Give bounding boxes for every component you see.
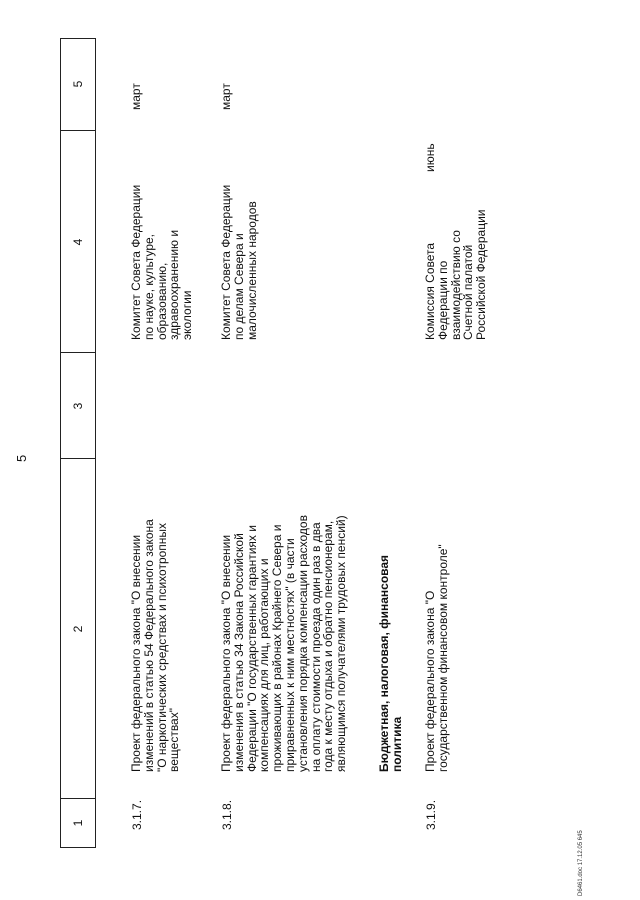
row-responsible: Комитет Совета Федерации по науке, культуре, образованию, здравоохранению и экологии: [129, 184, 195, 340]
row-number: 3.1.8.: [220, 799, 234, 830]
column-header-2: 2: [71, 625, 85, 633]
row-title: Проект федерального закона "О государственном финансовом контроле": [423, 544, 450, 772]
column-header-5: 5: [71, 80, 85, 88]
column-header-1: 1: [71, 819, 85, 827]
row-deadline: март: [219, 83, 233, 110]
page-number: 5: [14, 454, 29, 462]
row-number: 3.1.9.: [424, 799, 438, 830]
row-responsible: Комиссия Совета Федерации по взаимодействию со Счетной палатой Российской Федерации: [423, 209, 489, 340]
row-number: 3.1.7.: [130, 799, 144, 830]
row-title: Проект федерального закона "О внесении изменения в статью 34 Закона Российской Федерации "О государственных гарантиях и компенсациях для лиц, работающих и проживающих в районах Крайнего Севера и приравненных к ним местностях" (в части установления порядка компенсации расходов на оплату стоимости проезда один раз в два года к месту отдыха и обратно пенсионерам, являющимся получателями трудовых пенсий): [219, 515, 349, 772]
column-header-3: 3: [71, 402, 85, 410]
column-header-table: [60, 38, 96, 848]
section-heading: Бюджетная, налоговая, финансовая политика: [377, 554, 404, 772]
row-responsible: Комитет Совета Федерации по делам Севера и малочисленных народов: [219, 184, 259, 340]
column-header-4: 4: [71, 238, 85, 246]
row-deadline: июнь: [423, 143, 437, 172]
footer-code: D6461.doc 17.12.05 645: [578, 830, 584, 896]
row-deadline: март: [129, 83, 143, 110]
row-title: Проект федерального закона "О внесении изменений в статью 54 Федерального закона "О наркотических средствах и психотропных веществах": [129, 519, 182, 772]
